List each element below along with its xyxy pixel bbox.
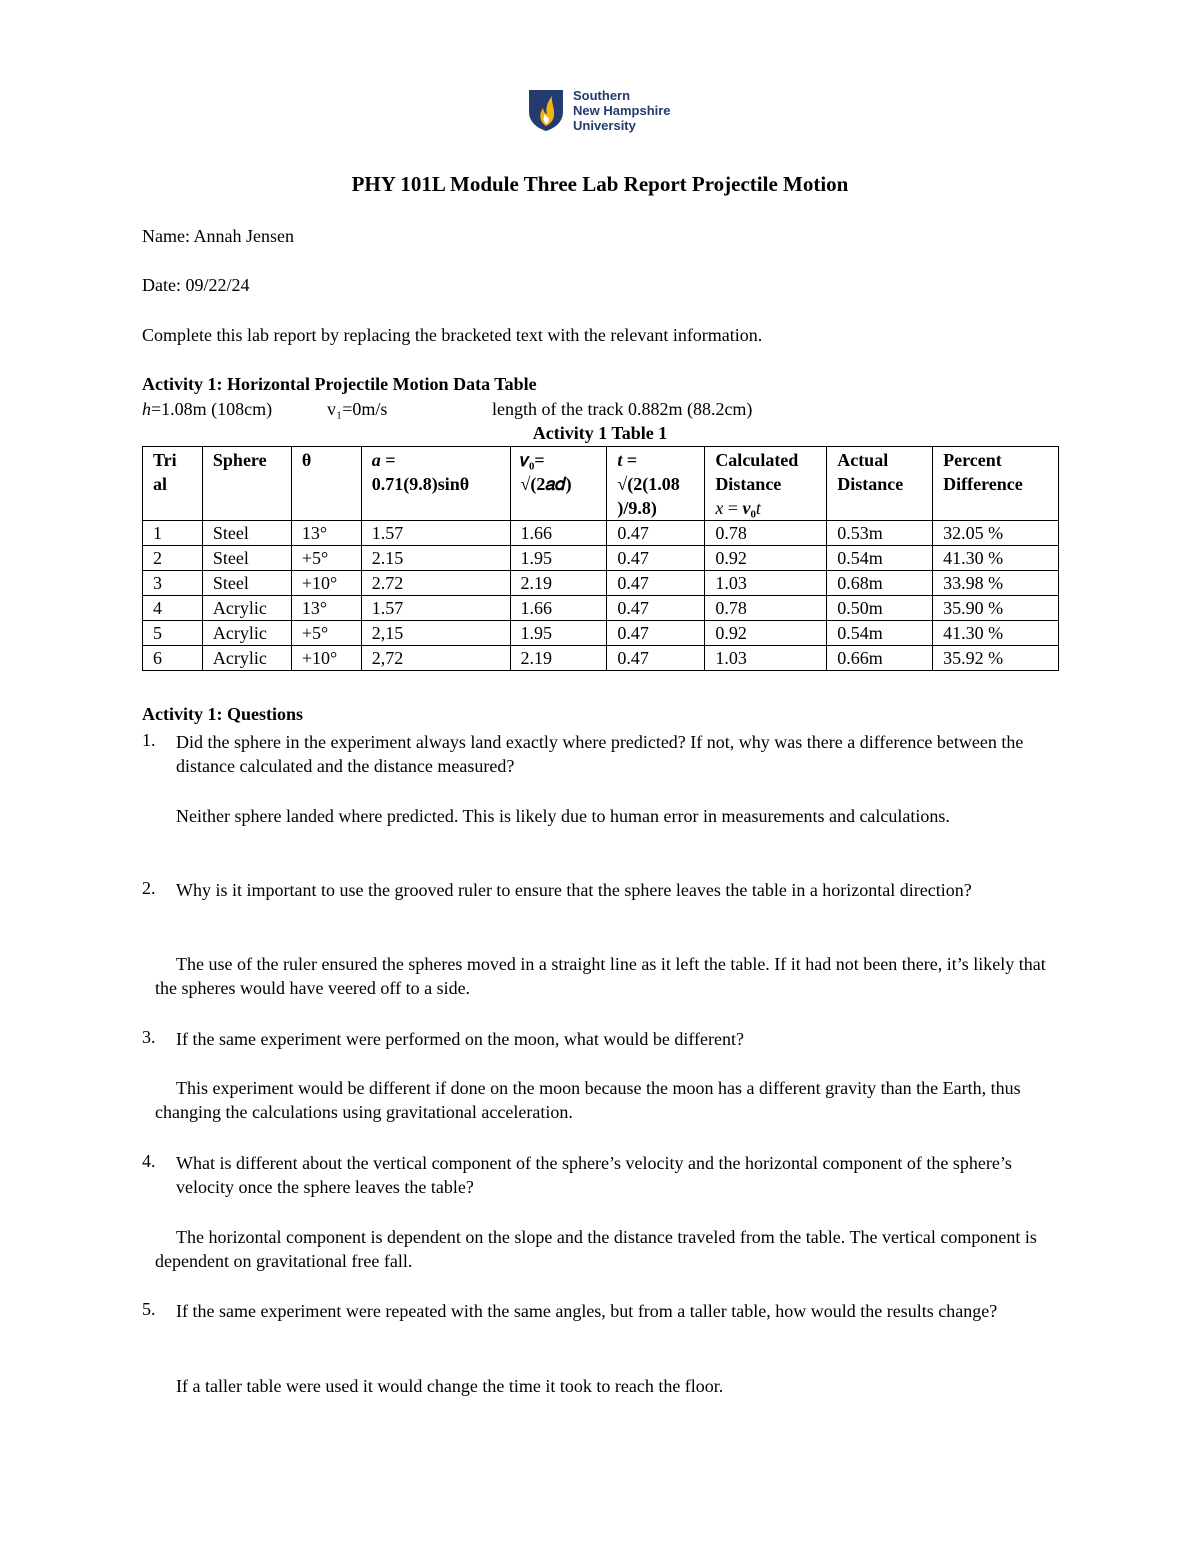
question-5-text: If the same experiment were repeated with the same angles, but from a taller table, how would the results change?	[176, 1301, 998, 1321]
cell-actual-distance: 0.66m	[827, 646, 933, 671]
cell-calculated-distance: 0.78	[705, 596, 827, 621]
cell-time: 0.47	[607, 596, 705, 621]
cell-acceleration: 2.15	[361, 546, 510, 571]
cell-trial: 5	[143, 621, 203, 646]
activity1-params	[142, 399, 753, 420]
header-trial: Tri al	[143, 447, 203, 521]
cell-theta: 13°	[291, 596, 361, 621]
cell-sphere: Steel	[202, 521, 291, 546]
logo-line-new-hampshire: New Hampshire	[573, 103, 671, 118]
cell-calculated-distance: 1.03	[705, 571, 827, 596]
table-row	[143, 521, 1059, 546]
track-length: length of the track 0.882m (88.2cm)	[492, 399, 753, 419]
header-acceleration: a = 0.71(9.8)sinθ	[361, 447, 510, 521]
cell-percent-difference: 33.98 %	[933, 571, 1059, 596]
university-logo	[527, 88, 697, 136]
question-2-text: Why is it important to use the grooved ruler to ensure that the sphere leaves the table in a horizontal direction?	[176, 880, 972, 900]
cell-v0: 1.66	[510, 521, 607, 546]
table-row	[143, 621, 1059, 646]
header-theta: θ	[291, 447, 361, 521]
answer-1-text: Neither sphere landed where predicted. This is likely due to human error in measurements and calculations.	[176, 806, 950, 826]
logo-line-southern: Southern	[573, 88, 631, 103]
header-actual-distance: Actual Distance	[827, 447, 933, 521]
question-3-number: 3.	[142, 1027, 156, 1047]
cell-percent-difference: 41.30 %	[933, 621, 1059, 646]
height-label: h	[142, 399, 151, 419]
cell-actual-distance: 0.53m	[827, 521, 933, 546]
cell-actual-distance: 0.50m	[827, 596, 933, 621]
cell-acceleration: 2,15	[361, 621, 510, 646]
cell-acceleration: 2.72	[361, 571, 510, 596]
height-value: =1.08m (108cm)	[151, 399, 273, 419]
data-table	[142, 446, 1059, 671]
cell-time: 0.47	[607, 646, 705, 671]
table-row	[143, 546, 1059, 571]
header-v0: 𝑣₀= √(2𝑎𝑑)	[510, 447, 607, 521]
cell-theta: +10°	[291, 646, 361, 671]
cell-sphere: Acrylic	[202, 621, 291, 646]
cell-sphere: Steel	[202, 571, 291, 596]
cell-trial: 3	[143, 571, 203, 596]
cell-calculated-distance: 0.78	[705, 521, 827, 546]
answer-4-text: The horizontal component is dependent on the slope and the distance traveled from the table. The vertical component is dependent on gravitational free fall.	[155, 1227, 1037, 1271]
cell-theta: +5°	[291, 621, 361, 646]
table-row	[143, 646, 1059, 671]
cell-trial: 1	[143, 521, 203, 546]
cell-time: 0.47	[607, 571, 705, 596]
cell-acceleration: 2,72	[361, 646, 510, 671]
question-5-number: 5.	[142, 1299, 156, 1319]
page-title: PHY 101L Module Three Lab Report Projectile Motion	[351, 172, 849, 196]
table-caption: Activity 1 Table 1	[532, 423, 668, 443]
logo-line-university: University	[573, 118, 636, 133]
cell-calculated-distance: 0.92	[705, 546, 827, 571]
answer-2-text: The use of the ruler ensured the spheres moved in a straight line as it left the table. If it had not been there, it’s likely that the spheres would have veered off to a side.	[155, 954, 1046, 998]
cell-acceleration: 1.57	[361, 521, 510, 546]
cell-time: 0.47	[607, 621, 705, 646]
question-1-text: Did the sphere in the experiment always land exactly where predicted? If not, why was there a difference between the distance calculated and the distance measured?	[176, 732, 1024, 776]
cell-v0: 1.66	[510, 596, 607, 621]
header-sphere: Sphere	[202, 447, 291, 521]
cell-sphere: Acrylic	[202, 646, 291, 671]
cell-trial: 6	[143, 646, 203, 671]
cell-v0: 1.95	[510, 621, 607, 646]
cell-percent-difference: 35.92 %	[933, 646, 1059, 671]
cell-trial: 4	[143, 596, 203, 621]
answer-3-text: This experiment would be different if done on the moon because the moon has a different gravity than the Earth, thus changing the calculations using gravitational acceleration.	[155, 1078, 1021, 1122]
cell-sphere: Steel	[202, 546, 291, 571]
header-time: t = √(2(1.08 )/9.8)	[607, 447, 705, 521]
questions-heading: Activity 1: Questions	[142, 704, 303, 724]
cell-v0: 1.95	[510, 546, 607, 571]
cell-percent-difference: 32.05 %	[933, 521, 1059, 546]
instructions: Complete this lab report by replacing the bracketed text with the relevant information.	[142, 325, 763, 345]
question-2-number: 2.	[142, 878, 156, 898]
cell-calculated-distance: 0.92	[705, 621, 827, 646]
cell-v0: 2.19	[510, 571, 607, 596]
cell-calculated-distance: 1.03	[705, 646, 827, 671]
cell-actual-distance: 0.54m	[827, 546, 933, 571]
question-4-number: 4.	[142, 1151, 156, 1171]
cell-percent-difference: 35.90 %	[933, 596, 1059, 621]
table-body	[143, 521, 1059, 671]
cell-time: 0.47	[607, 521, 705, 546]
cell-percent-difference: 41.30 %	[933, 546, 1059, 571]
cell-theta: +10°	[291, 571, 361, 596]
header-calculated-distance: Calculated Distance x = v₀t	[705, 447, 827, 521]
answer-5-text: If a taller table were used it would change the time it took to reach the floor.	[176, 1376, 724, 1396]
question-1-number: 1.	[142, 730, 156, 750]
cell-sphere: Acrylic	[202, 596, 291, 621]
date-line: Date: 09/22/24	[142, 275, 250, 295]
table-row	[143, 596, 1059, 621]
cell-acceleration: 1.57	[361, 596, 510, 621]
header-percent-difference: Percent Difference	[933, 447, 1059, 521]
activity1-heading: Activity 1: Horizontal Projectile Motion Data Table	[142, 374, 537, 394]
initial-velocity: v₁=0m/s	[327, 399, 388, 419]
table-header-row	[143, 447, 1059, 521]
cell-theta: 13°	[291, 521, 361, 546]
cell-theta: +5°	[291, 546, 361, 571]
name-line: Name: Annah Jensen	[142, 226, 294, 246]
table-row	[143, 571, 1059, 596]
cell-actual-distance: 0.68m	[827, 571, 933, 596]
question-3-text: If the same experiment were performed on the moon, what would be different?	[176, 1029, 744, 1049]
cell-actual-distance: 0.54m	[827, 621, 933, 646]
cell-trial: 2	[143, 546, 203, 571]
cell-v0: 2.19	[510, 646, 607, 671]
shield-flame-icon	[527, 88, 565, 132]
question-4-text: What is different about the vertical component of the sphere’s velocity and the horizontal component of the sphere’s velocity once the sphere leaves the table?	[176, 1153, 1012, 1197]
cell-time: 0.47	[607, 546, 705, 571]
